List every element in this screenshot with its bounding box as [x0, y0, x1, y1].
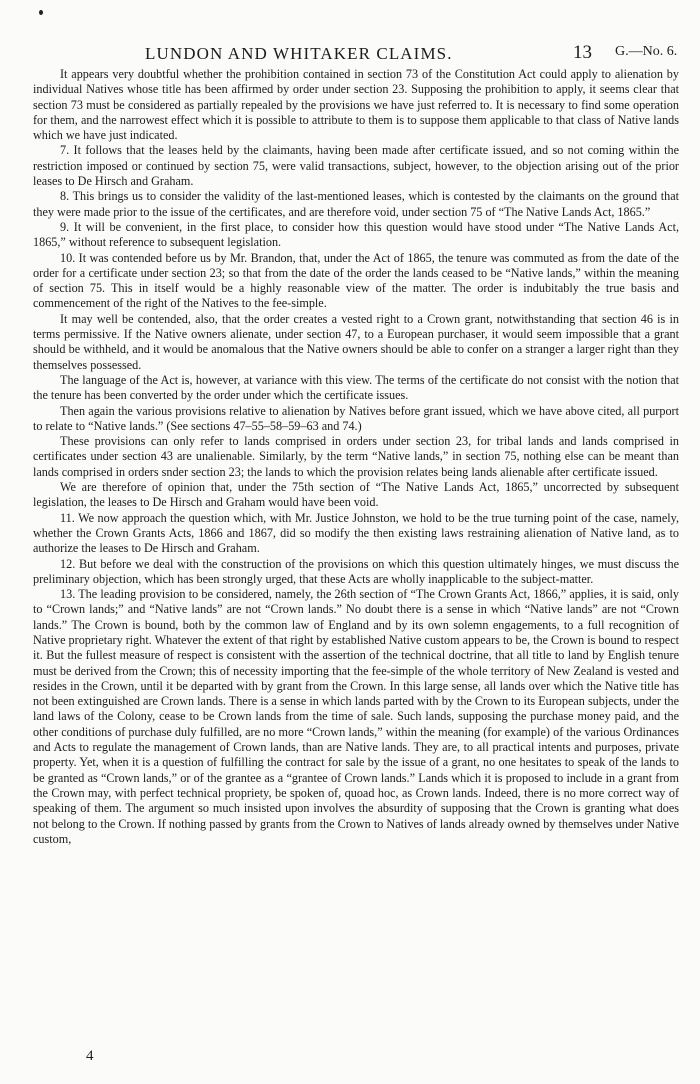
- page-title: LUNDON AND WHITAKER CLAIMS.: [145, 44, 453, 63]
- paragraph: These provisions can only refer to lands comprised in orders under section 23, for tribal lands and lands comprised in certificates under section 43 are unalienable. Similarly, by the term “Native lands,” in section 75, nothing else can be meant than lands comprised in orders snder section 23; the lands to which the provision relates being lands alienable after certificate issued.: [33, 434, 679, 479]
- paragraph: 12. But before we deal with the construction of the provisions on which this question ultimately hinges, we must discuss the preliminary objection, which has been strongly urged, that these Acts are wholly inapplicable to the subject-matter.: [33, 556, 679, 586]
- running-head: [0, 34, 700, 62]
- paragraph: We are therefore of opinion that, under the 75th section of “The Native Lands Act, 1865,” uncorrected by subsequent legislation, the leases to De Hirsch and Graham would have been void.: [33, 480, 679, 510]
- paper-reference: G.—No. 6.: [615, 44, 678, 59]
- paragraph: 9. It will be convenient, in the first place, to consider how this question would have stood under “The Native Lands Act, 1865,” without reference to subsequent legislation.: [33, 219, 679, 250]
- paragraph: Then again the various provisions relative to alienation by Natives before grant issued, which we have above cited, all purport to relate to “Native lands.” (See sections 47–55–58–59–63 and 74.): [33, 403, 679, 433]
- body-text: [33, 67, 679, 847]
- paragraph: 7. It follows that the leases held by the claimants, having been made after certificate issued, and so not coming within the restriction imposed or continued by section 75, were valid transactions, subject, however, to the objection arising out of the prior leases to De Hirsch and Graham.: [33, 143, 679, 189]
- page-number: 13: [573, 42, 592, 63]
- paragraph: 13. The leading provision to be considered, namely, the 26th section of “The Crown Grants Act, 1866,” applies, it is said, only to “Crown lands;” and “Native lands” are not “Crown lands.” No doubt there is a sense in which “Native lands” are not “Crown lands.” The Crown is bound, both by the common law of England and by its own solemn engagements, to a full recognition of Native proprietary right. Whatever the extent of that right by established Native custom appears to be, the Crown is bound to respect it. But the fullest measure of respect is consistent with the assertion of the technical doctrine, that all title to land by English tenure must be derived from the Crown; this of necessity importing that the fee-simple of the whole territory of New Zealand is vested and resides in the Crown, until it be departed with by grant from the Crown. In this large sense, all lands over which the Native title has not been extinguished are Crown lands. There is a sense in which lands parted with by the Crown to its European subjects, under the land laws of the Colony, cease to be Crown lands from the time of sale. Such lands, supposing the purchase money paid, and the other conditions of purchase duly fulfilled, are no more “Crown lands,” within the meaning (for example) of the various Ordinances and Acts to regulate the management of Crown lands, than are Native lands. They are, to all practical intents and purposes, private property. Yet, when it is a question of fulfilling the contract for sale by the issue of a grant, no one hesitates to speak of the lands to be granted as “Crown lands,” or of the grantee as a “grantee of Crown lands.” Lands which it is proposed to include in a grant from the Crown may, with perfect technical propriety, be spoken of, quoad hoc, as Crown lands. Indeed, there is no more correct way of speaking of them. The argument so much insisted upon involves the absurdity of supposing that the Crown is granting what does not belong to the Crown. If nothing passed by grants from the Crown to Natives of lands already owned by themselves under Native custom,: [33, 587, 679, 846]
- paragraph: 10. It was contended before us by Mr. Brandon, that, under the Act of 1865, the tenure was commuted as from the date of the order for a certificate under section 23; so that from the date of the order the lands ceased to be “Native lands,” within the meaning of section 75. This in itself would be a highly reasonable view of the matter. The order is indubitably the true basis and commencement of the right of the Natives to the fee-simple.: [33, 250, 679, 311]
- paragraph: 11. We now approach the question which, with Mr. Justice Johnston, we hold to be the true turning point of the case, namely, whether the Crown Grants Acts, 1866 and 1867, did so modify the then existing laws restraining alienation of Native land, as to authorize the leases to De Hirsch and Graham.: [33, 510, 679, 556]
- paragraph: It appears very doubtful whether the prohibition contained in section 73 of the Constitution Act could apply to alienation by individual Natives whose title has been affirmed by order under section 23. Supposing the prohibition to apply, it seems clear that section 73 must be considered as partially repealed by the provisions we have just referred to. It is necessary to find some operation for them, and the narrowest effect which it is possible to attribute to them is to suppose them applicable to that class of Native lands which we have just indicated.: [33, 67, 679, 143]
- signature-folio: 4: [86, 1048, 94, 1064]
- ink-speck: [39, 10, 43, 15]
- paragraph: 8. This brings us to consider the validity of the last-mentioned leases, which is contested by the claimants on the ground that they were made prior to the issue of the certificates, and are therefore void, under section 75 of “The Native Lands Act, 1865.”: [33, 189, 679, 219]
- paragraph: It may well be contended, also, that the order creates a vested right to a Crown grant, notwithstanding that section 46 is in terms permissive. If the Native owners alienate, under section 47, to a European purchaser, it would seem impossible that a grant should be withheld, and it would be anomalous that the Native owners should be able to confer on a stranger a larger right than they themselves possessed.: [33, 311, 679, 372]
- paragraph: The language of the Act is, however, at variance with this view. The terms of the certificate do not consist with the notion that the tenure has been converted by the order under which the certificate issues.: [33, 372, 679, 403]
